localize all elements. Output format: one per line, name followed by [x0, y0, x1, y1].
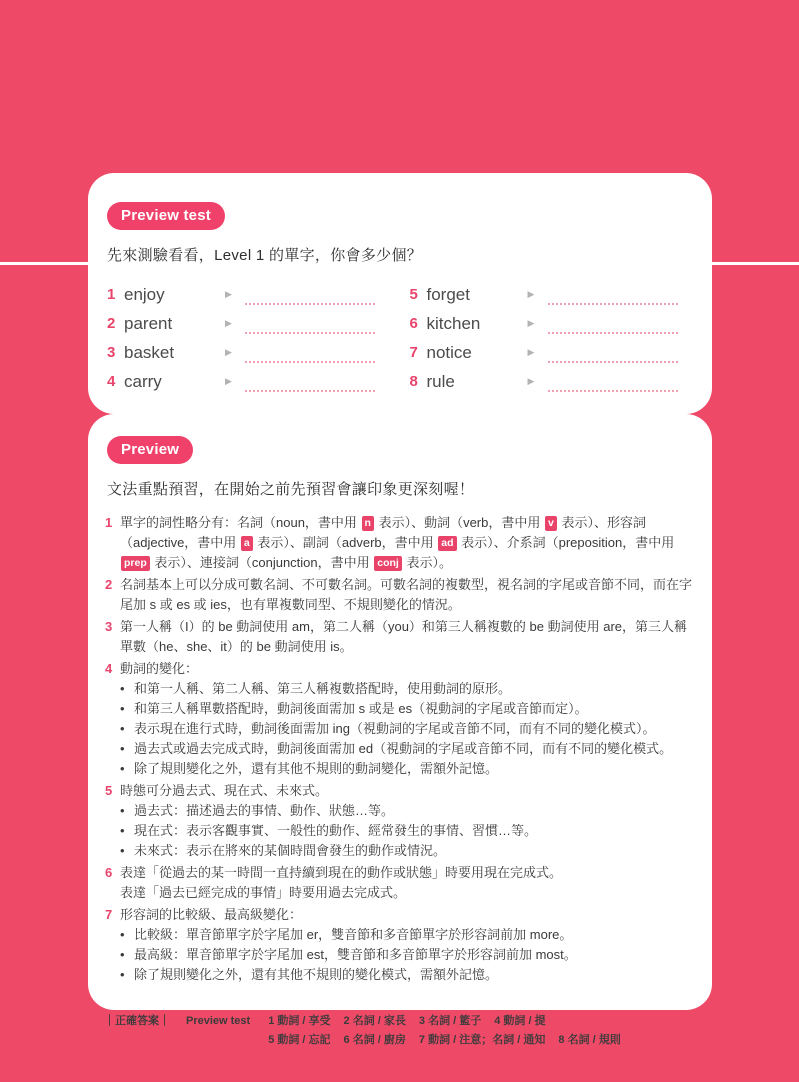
bullet-icon: • — [120, 741, 125, 756]
word-number: 2 — [107, 315, 116, 332]
word-text: basket — [124, 342, 175, 362]
answer-key-lines — [268, 1012, 634, 1050]
word-number: 7 — [409, 344, 418, 361]
grammar-bullet-text: 最高級：單音節單字於字尾加 est，雙音節和多音節單字於形容詞前加 most。 — [134, 947, 577, 962]
word-row — [107, 338, 410, 367]
answer-key-label: ｜正確答案｜ — [104, 1015, 170, 1027]
answer-write-line — [548, 290, 678, 305]
grammar-bullet-text: 除了規則變化之外，還有其他不規則的變化模式，需額外記憶。 — [134, 967, 499, 982]
word-number: 1 — [107, 286, 116, 303]
word-row — [410, 367, 713, 396]
answer-write-line — [548, 377, 678, 392]
answer-item: 4 動詞 / 提 — [494, 1015, 546, 1027]
grammar-point-text: 單字的詞性略分有：名詞（noun，書中用 n 表示）、動詞（verb，書中用 v 表示）、形容詞（adjective，書中用 a 表示）、副詞（adverb，書中用 ad 表示）、介系詞（preposition，書中用 prep 表示）、連接詞（conjunction，書中用 conj 表示）。 — [120, 515, 675, 570]
bullet-icon: • — [120, 843, 125, 858]
grammar-bullet — [120, 965, 693, 985]
word-row — [410, 309, 713, 338]
pos-tag-a: a — [241, 536, 253, 551]
answer-write-line — [245, 319, 375, 334]
arrow-right-icon: ▶ — [527, 289, 535, 299]
bullet-icon: • — [120, 701, 125, 716]
grammar-point-number: 7 — [105, 907, 113, 922]
answer-write-line — [245, 377, 375, 392]
grammar-point-text: 表達「從過去的某一時間一直持續到現在的動作或狀態」時要用現在完成式。 表達「過去已經完成的事情」時要用過去完成式。 — [120, 865, 563, 900]
answer-write-line — [245, 290, 375, 305]
preview-badge: Preview — [107, 436, 193, 464]
answer-item: 5 動詞 / 忘記 — [268, 1034, 331, 1046]
arrow-right-icon: ▶ — [225, 347, 232, 357]
grammar-point-number: 1 — [105, 515, 113, 530]
grammar-point — [105, 617, 693, 657]
preview-test-card — [88, 173, 712, 414]
word-row — [410, 338, 713, 367]
bullet-icon: • — [120, 721, 125, 736]
preview-test-badge: Preview test — [107, 202, 225, 230]
grammar-bullet — [120, 759, 693, 779]
bullet-icon: • — [120, 803, 125, 818]
bullet-icon: • — [120, 761, 125, 776]
grammar-point-number: 4 — [105, 661, 113, 676]
grammar-point — [105, 781, 693, 861]
arrow-right-icon: ▶ — [225, 318, 232, 328]
grammar-point — [105, 575, 693, 615]
word-text: forget — [426, 284, 470, 304]
word-row — [107, 367, 410, 396]
word-text: enjoy — [124, 284, 165, 304]
answer-item: 6 名詞 / 廚房 — [343, 1034, 406, 1046]
word-number: 8 — [409, 373, 418, 390]
bullet-icon: • — [120, 681, 125, 696]
answer-item: 2 名詞 / 家長 — [343, 1015, 406, 1027]
word-text: carry — [124, 371, 162, 391]
grammar-bullet-text: 過去式或過去完成式時，動詞後面需加 ed（視動詞的字尾或音節不同，而有不同的變化模式。 — [134, 741, 673, 756]
grammar-point-text: 名詞基本上可以分成可數名詞、不可數名詞。可數名詞的複數型，視名詞的字尾或音節不同，而在字尾加 s 或 es 或 ies，也有單複數同型、不規則變化的情況。 — [120, 577, 693, 612]
answer-write-line — [548, 319, 678, 334]
word-row — [410, 280, 713, 309]
grammar-point — [105, 659, 693, 779]
bullet-icon: • — [120, 927, 125, 942]
preview-card — [88, 414, 712, 1010]
grammar-point-number: 5 — [105, 783, 113, 798]
word-column-left — [107, 280, 410, 396]
grammar-point-number: 2 — [105, 577, 113, 592]
arrow-right-icon: ▶ — [527, 318, 535, 328]
grammar-point-number: 3 — [105, 619, 113, 634]
word-text: parent — [124, 313, 173, 333]
grammar-bullet-text: 過去式：描述過去的事情、動作、狀態…等。 — [134, 803, 395, 818]
grammar-points-list — [105, 513, 693, 985]
grammar-bullet — [120, 719, 693, 739]
pos-tag-n: n — [362, 516, 374, 531]
word-test-grid — [107, 280, 712, 396]
bullet-icon: • — [120, 967, 125, 982]
answer-line-1 — [268, 1012, 634, 1031]
grammar-bullet-text: 比較級：單音節單字於字尾加 er，雙音節和多音節單字於形容詞前加 more。 — [134, 927, 573, 942]
word-number: 3 — [107, 344, 116, 361]
arrow-right-icon: ▶ — [225, 289, 232, 299]
grammar-bullet-text: 現在式：表示客觀事實、一般性的動作、經常發生的事情、習慣…等。 — [134, 823, 538, 838]
pos-tag-v: v — [545, 516, 557, 531]
word-column-right — [410, 280, 713, 396]
answer-key-test-label: Preview test — [186, 1015, 251, 1027]
grammar-bullet — [120, 841, 693, 861]
answer-item: 3 名詞 / 籃子 — [418, 1015, 482, 1027]
word-number: 6 — [409, 315, 418, 332]
grammar-bullet — [120, 739, 693, 759]
grammar-bullet-text: 未來式：表示在將來的某個時間會發生的動作或情況。 — [134, 843, 447, 858]
arrow-right-icon: ▶ — [527, 376, 535, 386]
bullet-icon: • — [120, 947, 125, 962]
grammar-point — [105, 905, 693, 985]
arrow-right-icon: ▶ — [225, 376, 232, 386]
word-row — [107, 309, 410, 338]
grammar-bullet-text: 和第三人稱單數搭配時，動詞後面需加 s 或是 es（視動詞的字尾或音節而定）。 — [134, 701, 588, 716]
grammar-bullet — [120, 821, 693, 841]
word-row — [107, 280, 410, 309]
grammar-point-number: 6 — [105, 865, 113, 880]
answer-item: 8 名詞 / 規則 — [558, 1034, 621, 1046]
grammar-point — [105, 863, 693, 903]
grammar-bullet-text: 和第一人稱、第二人稱、第三人稱複數搭配時，使用動詞的原形。 — [134, 681, 512, 696]
preview-heading: 文法重點預習，在開始之前先預習會讓印象更深刻喔！ — [107, 481, 475, 498]
word-number: 4 — [107, 373, 116, 390]
word-text: kitchen — [426, 313, 481, 333]
answer-item: 7 動詞 / 注意；名詞 / 通知 — [418, 1034, 546, 1046]
grammar-bullet — [120, 699, 693, 719]
pos-tag-conj: conj — [374, 556, 402, 571]
grammar-point-text: 形容詞的比較級、最高級變化： • 比較級：單音節單字於字尾加 er，雙音節和多音節單字於形容詞前加 more。 • 最高級：單音節單字於字尾加 est，雙音節和多音節單字於形容詞前加 most。 • 除了規則變化之外，還有其他不規則的變化模式，需額外記憶。 — [120, 905, 693, 985]
answer-write-line — [548, 348, 678, 363]
word-text: notice — [426, 342, 472, 362]
grammar-bullet-text: 表示現在進行式時，動詞後面需加 ing（視動詞的字尾或音節不同，而有不同的變化模式）。 — [134, 721, 656, 736]
answer-line-2 — [268, 1031, 634, 1050]
grammar-bullet — [120, 945, 693, 965]
pos-tag-ad: ad — [438, 536, 456, 551]
grammar-point-text: 第一人稱（I）的 be 動詞使用 am，第二人稱（you）和第三人稱複數的 be 動詞使用 are，第三人稱單數（he、she、it）的 be 動詞使用 is。 — [120, 619, 688, 654]
word-text: rule — [426, 371, 455, 391]
grammar-point — [105, 513, 693, 573]
answer-write-line — [245, 348, 375, 363]
arrow-right-icon: ▶ — [527, 347, 535, 357]
word-number: 5 — [409, 286, 418, 303]
grammar-point-text: 時態可分過去式、現在式、未來式。 • 過去式：描述過去的事情、動作、狀態…等。 • 現在式：表示客觀事實、一般性的動作、經常發生的事情、習慣…等。 • 未來式：表示在將來的某個時間會發生的動作或情況。 — [120, 781, 693, 861]
answer-key — [104, 1012, 634, 1050]
grammar-bullet — [120, 801, 693, 821]
preview-test-heading: 先來測驗看看，Level 1 的單字，你會多少個？ — [107, 247, 423, 264]
pos-tag-prep: prep — [121, 556, 150, 571]
grammar-point-text: 動詞的變化： • 和第一人稱、第二人稱、第三人稱複數搭配時，使用動詞的原形。 • 和第三人稱單數搭配時，動詞後面需加 s 或是 es（視動詞的字尾或音節而定）。 • 表示現在進行式時，動詞後面需加 ing（視動詞的字尾或音節不同，而有不同的變化模式）。 • 過去式或過去完成式時，動詞後面需加 ed（視動詞的字尾或音節不同，而有不同的變化模式。 • 除了規則變化之外，還有其他不規則的動詞變化，需額外記憶。 — [120, 659, 693, 779]
grammar-bullet — [120, 925, 693, 945]
bullet-icon: • — [120, 823, 125, 838]
grammar-bullet-text: 除了規則變化之外，還有其他不規則的動詞變化，需額外記憶。 — [134, 761, 499, 776]
answer-item: 1 動詞 / 享受 — [268, 1015, 331, 1027]
grammar-bullet — [120, 679, 693, 699]
